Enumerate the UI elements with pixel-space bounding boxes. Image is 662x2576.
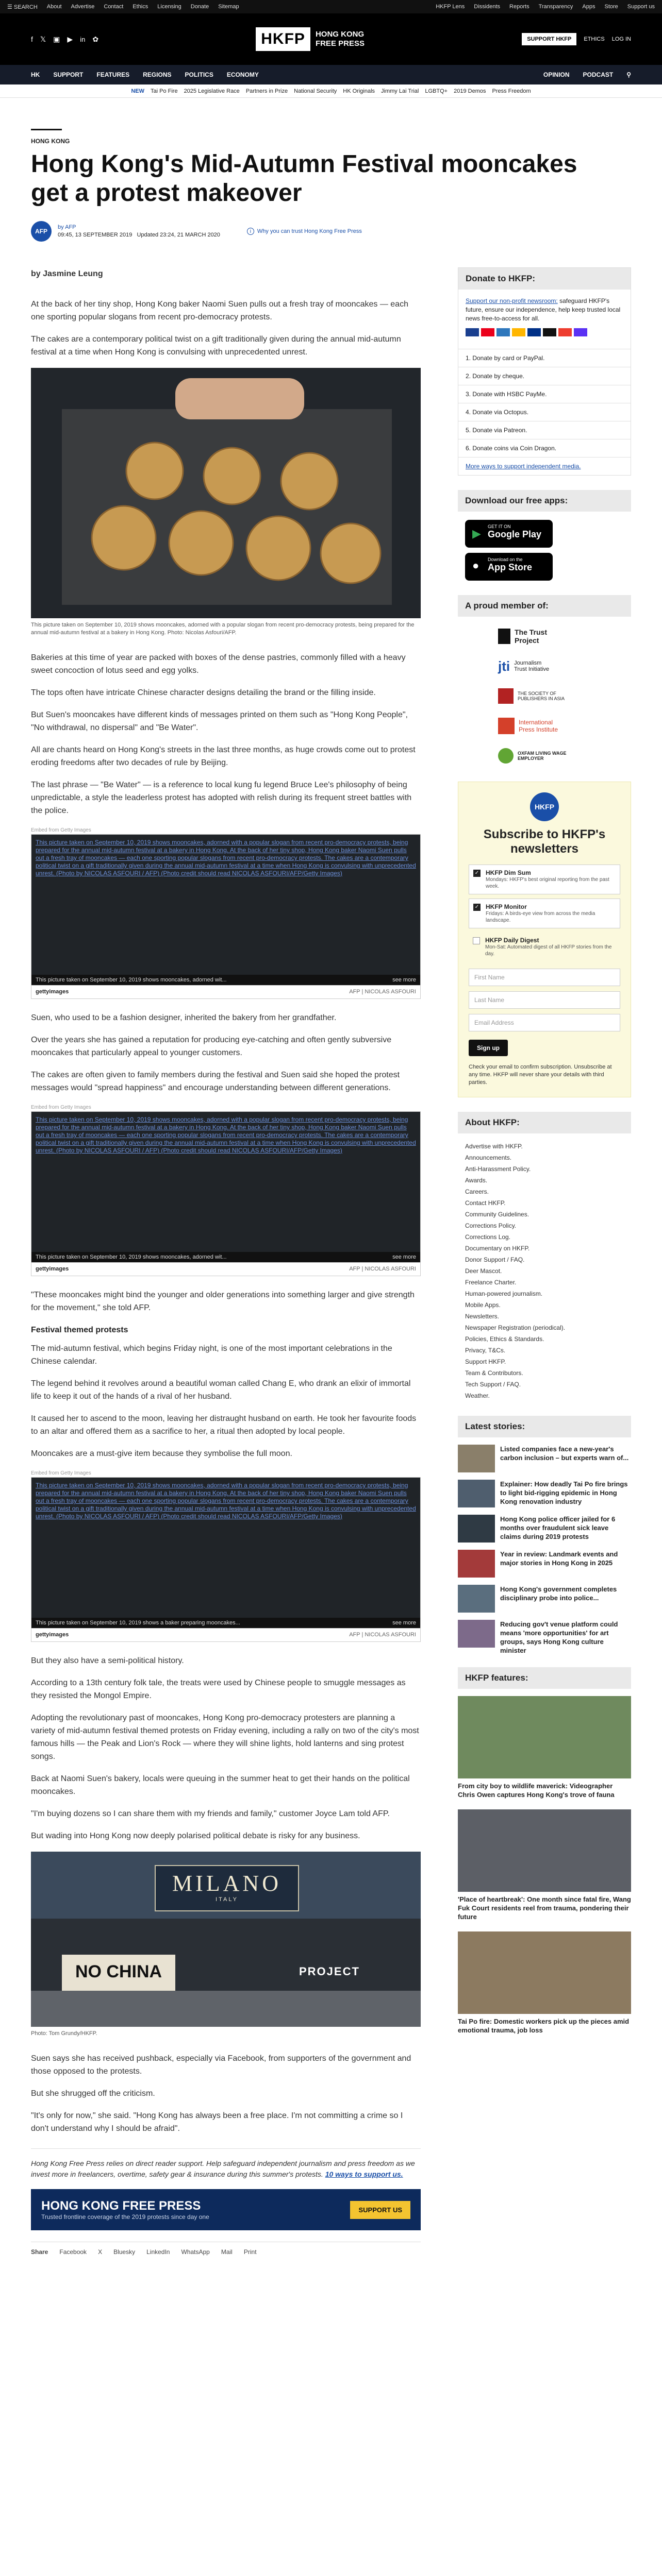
top-link-5[interactable]: Donate [190, 4, 209, 10]
newsletter-box [458, 782, 631, 1097]
sopa-icon [498, 688, 514, 704]
share-label: Share [31, 2248, 48, 2256]
nav-opinion[interactable]: OPINION [543, 71, 570, 78]
para-10: The cakes are often given to family members during the festival and Suen said she hoped the protest messages would "spread happiness" and encourage understanding between different generations. [31, 1071, 400, 1092]
member-trust-project[interactable] [498, 625, 591, 648]
para-23: But she shrugged off the criticism. [31, 2089, 155, 2098]
caption-1: This picture taken on September 10, 2019 shows mooncakes, adorned with a popular slogan from recent pro-democracy protests, being prepared for the annual mid-autumn festival at a bakery in Hong Kong. Photo: Nicolas Asfouri/AFP. [31, 622, 415, 636]
support-note-rule [31, 2148, 421, 2149]
see-more-1[interactable]: see more [392, 977, 416, 983]
card-icon [496, 328, 510, 336]
first-name-input[interactable]: First Name [469, 969, 620, 986]
getty-bar-2 [31, 1252, 420, 1262]
para-1: At the back of her tiny shop, Hong Kong baker Naomi Suen pulls out a fresh tray of mooncakes — each one sporting popular slogans from recent pro-democracy protests. [31, 300, 408, 321]
newsletter-name-1: HKFP Dim Sum [486, 869, 531, 876]
about-link-14[interactable]: Mobile Apps. [465, 1301, 501, 1309]
member-name-2: THE SOCIETY OF PUBLISHERS IN ASIA [518, 691, 565, 701]
member-ipi[interactable] [498, 715, 591, 737]
members-box [458, 595, 631, 767]
milano-sign [155, 1865, 299, 1911]
see-more-3[interactable]: see more [392, 1620, 416, 1626]
card-icon [466, 328, 479, 336]
instagram-icon[interactable]: ▣ [53, 35, 60, 43]
member-sopa[interactable] [498, 685, 591, 707]
para-9: Over the years she has gained a reputation for producing eye-catching and often gently subversive mooncakes that particularly appeal to younger customers. [31, 1036, 392, 1057]
share-whatsapp[interactable]: WhatsApp [181, 2248, 210, 2256]
nav-economy[interactable]: ECONOMY [226, 71, 259, 78]
para-12: The mid-autumn festival, which begins Friday night, is one of the most important celebrations in the Chinese calendar. [31, 1344, 392, 1366]
page-title: Hong Kong's Mid-Autumn Festival mooncakes get a protest makeover [31, 150, 577, 207]
feature-title-1: 'Place of heartbreak': One month since fatal fire, Wang Fuk Court residents reel from trauma, pondering their future [458, 1895, 631, 1921]
about-link-21[interactable]: Tech Support / FAQ. [465, 1381, 521, 1388]
card-icon [527, 328, 541, 336]
getty-foot-3 [31, 1628, 420, 1641]
article-body [31, 267, 421, 2256]
para-5: But Suen's mooncakes have different kinds of messages printed on them such as "Hong Kong People", "No withdrawal, no dispersal" and "Be Water". [31, 710, 408, 732]
title-rule [31, 129, 62, 130]
para-7: The last phrase — "Be Water" — is a reference to local kung fu legend Bruce Lee's philosophy of being unpredictable, a style the leaderless protest has adopted with relish during its frequent street battles with the police. [31, 781, 412, 815]
newsletter-title: Subscribe to HKFP's newsletters [483, 827, 606, 856]
top-link-6[interactable]: Sitemap [218, 4, 239, 10]
para-3: Bakeries at this time of year are packed with boxes of the dense pastries, commonly filled with a heavy sweet concoction of lotus seed and egg yolks. [31, 653, 406, 675]
newsletter-badge: HKFP [530, 792, 559, 821]
getty-alt-3[interactable]: This picture taken on September 10, 2019 shows mooncakes, adorned with a popular slogan from recent pro-democracy protests, being prepared for the annual mid-autumn festival at a bakery in Hong Kong. At the back of her tiny shop, Hong Kong baker Naomi Suen pulls out a fresh tray of mooncakes — each one sporting popular slogans from recent pro-democracy protests. The cakes are a contemporary political twist on a gift traditionally given during the annual mid-autumn festival at a time when Hong Kong is convulsing with unprecedented unrest. (Photo by NICOLAS ASFOURI / AFP) (Photo credit should read NICOLAS ASFOURI/AFP/Getty Images) [36, 1482, 416, 1520]
sidebar [458, 267, 631, 2045]
about-link-13[interactable]: Human-powered journalism. [465, 1290, 543, 1297]
x-icon[interactable]: 𝕏 [40, 35, 46, 43]
embed-label-2: Embed from Getty Images [31, 1105, 91, 1110]
latest-thumb [458, 1515, 495, 1543]
donate-option-3[interactable]: 3. Donate with HSBC PayMe. [458, 385, 631, 403]
about-link-18[interactable]: Privacy, T&Cs. [465, 1347, 506, 1354]
checkbox-checked[interactable]: ✓ [473, 870, 481, 877]
getty-logo-2[interactable]: gettyimages [36, 1266, 69, 1272]
latest-item-5[interactable] [458, 1620, 631, 1655]
member-jti[interactable] [498, 655, 591, 677]
donate-option-2[interactable]: 2. Donate by cheque. [458, 367, 631, 385]
about-link-15[interactable]: Newsletters. [465, 1313, 500, 1320]
jti-icon: jti [498, 658, 510, 674]
latest-title-2: Hong Kong police officer jailed for 6 months over fraudulent sick leave claims during 2019 protests [500, 1515, 616, 1540]
donate-option-4[interactable]: 4. Donate via Octopus. [458, 403, 631, 421]
trust-project-icon [498, 629, 510, 644]
about-link-11[interactable]: Deer Mascot. [465, 1267, 502, 1275]
about-link-22[interactable]: Weather. [465, 1392, 490, 1399]
latest-box [458, 1416, 631, 1655]
about-link-2[interactable]: Anti-Harassment Policy. [465, 1165, 531, 1173]
as-top: Download on the [488, 557, 523, 562]
publish-date: 09:45, 13 SEPTEMBER 2019 [58, 232, 133, 238]
getty-embed-2[interactable] [31, 1111, 421, 1276]
ipi-icon [498, 718, 515, 734]
banner-subtitle: Trusted frontline coverage of the 2019 protests since day one [41, 2213, 209, 2221]
para-18: Adopting the revolutionary past of mooncakes, Hong Kong pro-democracy protesters are planning a variety of mid-autumn festival themed protests on Friday evening, including a rally on two of the city's most famous hills — the Peak and Lion's Rock — where they will shine lights, hold lanterns and sing protest songs. [31, 1714, 419, 1761]
share-print[interactable]: Print [243, 2248, 257, 2256]
google-play-badge[interactable] [465, 520, 553, 548]
feature-image [458, 1809, 631, 1892]
login-link[interactable]: LOG IN [611, 36, 632, 42]
top-bar [0, 0, 662, 13]
search-label: SEARCH [13, 4, 38, 10]
member-name-1: Journalism Trust Initiative [514, 660, 550, 672]
getty-bar-2-text: This picture taken on September 10, 2019 shows mooncakes, adorned wit... [36, 1254, 227, 1260]
author-name[interactable]: by AFP [58, 224, 76, 230]
trust-link-label: Why you can trust Hong Kong Free Press [257, 228, 362, 234]
author-avatar[interactable]: AFP [31, 221, 52, 242]
feature-image [458, 1696, 631, 1778]
nav-regions[interactable]: REGIONS [143, 71, 172, 78]
category-label[interactable]: HONG KONG [31, 138, 70, 145]
support-banner[interactable] [31, 2189, 421, 2230]
search-link[interactable]: ☰ SEARCH [7, 4, 38, 10]
latest-title-3: Year in review: Landmark events and major stories in Hong Kong in 2025 [500, 1550, 618, 1567]
subnav-8[interactable]: Press Freedom [492, 88, 531, 94]
milano-photo[interactable] [31, 1852, 421, 2027]
donate-option-5[interactable]: 5. Donate via Patreon. [458, 421, 631, 439]
getty-alt-2[interactable]: This picture taken on September 10, 2019 shows mooncakes, adorned with a popular slogan from recent pro-democracy protests, being prepared for the annual mid-autumn festival at a bakery in Hong Kong. At the back of her tiny shop, Hong Kong baker Naomi Suen pulls out a fresh tray of mooncakes — each one sporting popular slogans from recent pro-democracy protests. The cakes are a contemporary political twist on a gift traditionally given during the annual mid-autumn festival at a time when Hong Kong is convulsing with unprecedented unrest. (Photo by NICOLAS ASFOURI / AFP) (Photo credit should read NICOLAS ASFOURI/AFP/Getty Images) [36, 1116, 416, 1154]
getty-embed-1[interactable] [31, 834, 421, 999]
para-16: But they also have a semi-political history. [31, 1656, 184, 1665]
latest-title: Latest stories: [458, 1416, 631, 1437]
nav-hk[interactable]: HK [31, 71, 40, 78]
apps-title: Download our free apps: [458, 490, 631, 512]
latest-thumb [458, 1550, 495, 1578]
newsletter-note: Check your email to confirm subscription. Unsubscribe at any time. HKFP will never share your details with third parties. [469, 1064, 612, 1086]
subnav-1[interactable]: 2025 Legislative Race [184, 88, 240, 94]
getty-embed-3[interactable] [31, 1477, 421, 1642]
payment-icons [466, 328, 623, 336]
getty-credit-1: AFP | NICOLAS ASFOURI [349, 989, 416, 995]
latest-title-1: Explainer: How deadly Tai Po fire brings to light bid-rigging epidemic in Hong Kong renovation industry [500, 1480, 628, 1505]
about-title: About HKFP: [458, 1112, 631, 1133]
para-4: The tops often have intricate Chinese character designs detailing the brand or the filling inside. [31, 688, 376, 697]
nav-features[interactable]: FEATURES [96, 71, 130, 78]
subnav-0[interactable]: Tai Po Fire [150, 88, 178, 94]
getty-foot-1 [31, 985, 420, 998]
donate-box [458, 267, 631, 476]
share-bar [31, 2242, 421, 2256]
latest-item-1[interactable] [458, 1480, 631, 1507]
latest-item-4[interactable] [458, 1585, 631, 1613]
getty-credit-2: AFP | NICOLAS ASFOURI [349, 1266, 416, 1272]
getty-bar-1-text: This picture taken on September 10, 2019 shows mooncakes, adorned wit... [36, 977, 227, 983]
nochina-sign: NO CHINA [62, 1955, 175, 1991]
share-bluesky[interactable]: Bluesky [113, 2248, 136, 2256]
support-hkfp-button[interactable]: SUPPORT HKFP [522, 33, 576, 45]
top-right-5[interactable]: Store [604, 4, 618, 10]
top-link-3[interactable]: Ethics [133, 4, 148, 10]
about-link-7[interactable]: Corrections Policy. [465, 1222, 517, 1229]
newsletter-desc-3: Mon-Sat: Automated digest of all HKFP stories from the day. [485, 944, 612, 957]
apps-box [458, 490, 631, 581]
features-title: HKFP features: [458, 1667, 631, 1689]
member-oxfam[interactable] [498, 744, 591, 767]
email-input[interactable]: Email Address [469, 1014, 620, 1031]
para-24: "It's only for now," she said. "Hong Kong has always been a free place. I'm not committing a crime so I don't understand why I should be afraid". [31, 2111, 403, 2133]
newsletter-option-2[interactable] [469, 899, 620, 928]
about-link-1[interactable]: Announcements. [465, 1154, 512, 1161]
top-right-1[interactable]: Dissidents [474, 4, 501, 10]
about-list [458, 1133, 631, 1401]
card-icon [574, 328, 587, 336]
about-link-12[interactable]: Freelance Charter. [465, 1279, 517, 1286]
newsletter-option-1[interactable] [469, 865, 620, 894]
see-more-2[interactable]: see more [392, 1254, 416, 1260]
newsletter-desc-1: Mondays: HKFP's best original reporting from the past week. [486, 877, 609, 889]
mooncake-illustration [31, 368, 421, 618]
new-badge: NEW [131, 88, 144, 94]
getty-credit-3: AFP | NICOLAS ASFOURI [349, 1632, 416, 1638]
banner-title: HONG KONG FREE PRESS [41, 2199, 201, 2213]
youtube-icon[interactable]: ▶ [67, 35, 73, 43]
subnav-5[interactable]: Jimmy Lai Trial [381, 88, 419, 94]
about-link-5[interactable]: Contact HKFP. [465, 1199, 506, 1207]
ethics-link[interactable]: ETHICS [584, 36, 605, 42]
support-note [31, 2158, 421, 2180]
donate-more-link[interactable]: More ways to support independent media. [458, 457, 631, 475]
para-11: "These mooncakes might bind the younger and older generations into something larger and give strength for the movement," she told AFP. [31, 1291, 415, 1312]
para-13: The legend behind it revolves around a beautiful woman called Chang E, who drank an elixir of immortal life to keep it out of the hands of a rival of her husband. [31, 1379, 411, 1401]
street [31, 1991, 421, 2027]
newsletter-name-3: HKFP Daily Digest [485, 937, 539, 944]
about-link-10[interactable]: Donor Support / FAQ. [465, 1256, 525, 1263]
member-name-3: International Press Institute [519, 719, 558, 733]
card-icon [558, 328, 572, 336]
latest-title-0: Listed companies face a new-year's carbon inclusion – but experts warn of... [500, 1445, 629, 1462]
banner-support-button[interactable]: SUPPORT US [350, 2201, 410, 2219]
para-17: According to a 13th century folk tale, the treats were used by Chinese people to smuggle messages as they resisted the Mongol Empire. [31, 1679, 406, 1700]
card-icon [512, 328, 525, 336]
getty-bar-3-text: This picture taken on September 10, 2019 shows a baker preparing mooncakes... [36, 1620, 240, 1626]
as-name: App Store [488, 562, 533, 572]
top-link-1[interactable]: Advertise [71, 4, 95, 10]
subnav-6[interactable]: LGBTQ+ [425, 88, 448, 94]
embed-label-1: Embed from Getty Images [31, 827, 91, 833]
getty-alt-1[interactable]: This picture taken on September 10, 2019 shows mooncakes, adorned with a popular slogan from recent pro-democracy protests, being prepared for the annual mid-autumn festival at a bakery in Hong Kong. At the back of her tiny shop, Hong Kong baker Naomi Suen pulls out a fresh tray of mooncakes — each one sporting popular slogans from recent pro-democracy protests. The cakes are a contemporary political twist on a gift traditionally given during the annual mid-autumn festival at a time when Hong Kong is convulsing with unprecedented unrest. (Photo by NICOLAS ASFOURI / AFP) (Photo credit should read NICOLAS ASFOURI/AFP/Getty Images) [36, 839, 416, 877]
feature-item-0[interactable] [458, 1696, 631, 1799]
top-right-2[interactable]: Reports [509, 4, 529, 10]
nav-podcast[interactable]: PODCAST [583, 71, 614, 78]
top-link-0[interactable]: About [46, 4, 62, 10]
updated-date: Updated 23:24, 21 MARCH 2020 [137, 232, 220, 238]
subnav-3[interactable]: National Security [294, 88, 337, 94]
donate-option-6[interactable]: 6. Donate coins via Coin Dragon. [458, 439, 631, 457]
about-link-9[interactable]: Documentary on HKFP. [465, 1245, 530, 1252]
latest-thumb [458, 1620, 495, 1648]
latest-title-4: Hong Kong's government completes disciplinary probe into police... [500, 1585, 617, 1602]
subnav-7[interactable]: 2019 Demos [454, 88, 486, 94]
latest-item-3[interactable] [458, 1550, 631, 1578]
latest-thumb [458, 1480, 495, 1507]
share-x[interactable]: X [98, 2248, 103, 2256]
top-right-4[interactable]: Apps [582, 4, 595, 10]
feature-item-2[interactable] [458, 1931, 631, 2035]
logo-line-2: FREE PRESS [315, 39, 365, 48]
nav-support[interactable]: SUPPORT [53, 71, 84, 78]
gp-name: Google Play [488, 529, 542, 539]
facebook-icon[interactable]: f [31, 35, 33, 43]
sub-nav [0, 84, 662, 98]
article-meta [31, 221, 631, 242]
member-name-0: The Trust Project [515, 628, 548, 645]
top-right-0[interactable]: HKFP Lens [436, 4, 465, 10]
oxfam-icon [498, 748, 514, 764]
about-box [458, 1112, 631, 1401]
latest-thumb [458, 1585, 495, 1613]
about-link-0[interactable]: Advertise with HKFP. [465, 1143, 523, 1150]
feature-title-2: Tai Po fire: Domestic workers pick up the pieces amid emotional trauma, job loss [458, 2018, 630, 2034]
about-link-4[interactable]: Careers. [465, 1188, 489, 1195]
about-link-20[interactable]: Team & Contributors. [465, 1369, 523, 1377]
italy-text: ITALY [216, 1896, 238, 1903]
gp-top: GET IT ON [488, 524, 511, 529]
card-icon [543, 328, 556, 336]
getty-bar-3 [31, 1618, 420, 1628]
about-link-8[interactable]: Corrections Log. [465, 1233, 511, 1241]
about-link-3[interactable]: Awards. [465, 1177, 488, 1184]
linkedin-icon[interactable]: in [80, 35, 86, 43]
info-icon: i [247, 228, 254, 235]
subnav-4[interactable]: HK Originals [343, 88, 375, 94]
para-19: Back at Naomi Suen's bakery, locals were queuing in the summer heat to get their hands on the political mooncakes. [31, 1774, 410, 1796]
feature-image [458, 1931, 631, 2014]
share-mail[interactable]: Mail [221, 2248, 233, 2256]
top-link-4[interactable]: Licensing [157, 4, 181, 10]
bluesky-icon[interactable]: ✿ [92, 35, 99, 43]
para-14: It caused her to ascend to the moon, leaving her distraught husband on earth. He took her favourite foods to an altar and offered them as a sacrifice to her, a ritual then adopted by local people. [31, 1414, 417, 1436]
member-name-4: OXFAM LIVING WAGE EMPLOYER [518, 751, 567, 761]
getty-bar-1 [31, 975, 420, 985]
content [31, 267, 631, 2576]
share-linkedin[interactable]: LinkedIn [146, 2248, 170, 2256]
latest-item-0[interactable] [458, 1445, 631, 1472]
getty-foot-2 [31, 1262, 420, 1276]
logo-mark: HKFP [256, 27, 310, 51]
subnav-2[interactable]: Partners in Prize [245, 88, 288, 94]
features-box [458, 1667, 631, 2035]
getty-logo-3[interactable]: gettyimages [36, 1632, 69, 1638]
caption-4: Photo: Tom Grundy/HKFP. [31, 2030, 97, 2037]
newsletter-option-3[interactable] [469, 933, 620, 961]
byline: by Jasmine Leung [31, 269, 103, 278]
feature-item-1[interactable] [458, 1809, 631, 1921]
latest-title-5: Reducing gov't venue platform could means 'more opportunities' for art groups, says Hong Kong culture minister [500, 1620, 618, 1654]
share-facebook[interactable]: Facebook [59, 2248, 87, 2256]
top-right-6[interactable]: Support us [627, 4, 655, 10]
last-name-input[interactable]: Last Name [469, 991, 620, 1009]
para-22: Suen says she has received pushback, especially via Facebook, from supporters of the government and those opposed to the protests. [31, 2054, 411, 2076]
checkbox-checked[interactable]: ✓ [473, 904, 481, 911]
donate-option-1[interactable]: 1. Donate by card or PayPal. [458, 349, 631, 367]
site-logo[interactable] [256, 27, 365, 51]
about-link-19[interactable]: Support HKFP. [465, 1358, 506, 1365]
top-link-2[interactable]: Contact [104, 4, 124, 10]
masthead [0, 13, 662, 65]
about-link-6[interactable]: Community Guidelines. [465, 1211, 529, 1218]
latest-item-2[interactable] [458, 1515, 631, 1543]
figure-milano [31, 1852, 421, 2038]
nav-search-icon[interactable]: ⚲ [626, 71, 631, 78]
main-nav [0, 65, 662, 84]
logo-line-1: HONG KONG [315, 30, 365, 39]
embed-label-3: Embed from Getty Images [31, 1470, 91, 1476]
feature-title-0: From city boy to wildlife maverick: Videographer Chris Owen captures Hong Kong's trove of fauna [458, 1782, 615, 1799]
checkbox-unchecked[interactable] [473, 937, 480, 944]
support-note-text: Hong Kong Free Press relies on direct reader support. Help safeguard independent journalism and press freedom as we invest more in freelancers, overtime, safety gear & insurance during this summer's protests. [31, 2159, 415, 2178]
nav-politics[interactable]: POLITICS [185, 71, 213, 78]
project-sign: PROJECT [299, 1965, 360, 1978]
getty-logo-1[interactable]: gettyimages [36, 989, 69, 995]
newsletter-desc-2: Fridays: A birds-eye view from across the media landscape. [486, 911, 595, 923]
support-note-link[interactable]: 10 ways to support us. [325, 2170, 403, 2178]
mooncake-photo[interactable] [31, 368, 421, 618]
about-link-16[interactable]: Newspaper Registration (periodical). [465, 1324, 566, 1331]
trust-link[interactable] [247, 228, 362, 235]
newsletter-name-2: HKFP Monitor [486, 903, 527, 910]
para-2: The cakes are a contemporary political twist on a gift traditionally given during the annual mid-autumn festival at a time when Hong Kong is convulsing with unprecedented unrest. [31, 335, 401, 357]
donate-title: Donate to HKFP: [458, 268, 631, 290]
para-21: But wading into Hong Kong now deeply polarised political debate is risky for any business. [31, 1832, 360, 1840]
top-right-3[interactable]: Transparency [538, 4, 573, 10]
signup-button[interactable]: Sign up [469, 1040, 508, 1056]
donate-text: safeguard HKFP's future, ensure our independence, help keep trusted local news free-to-access for all. [466, 297, 621, 322]
para-20: "I'm buying dozens so I can share them with my friends and family," customer Joyce Lam told AFP. [31, 1809, 390, 1818]
section-heading-festival: Festival themed protests [31, 1326, 128, 1334]
latest-thumb [458, 1445, 495, 1472]
para-8: Suen, who used to be a fashion designer, inherited the bakery from her grandfather. [31, 1013, 337, 1022]
figure-mooncakes [31, 368, 421, 637]
google-play-icon: ▶ [472, 527, 481, 540]
card-icon [481, 328, 494, 336]
about-link-17[interactable]: Policies, Ethics & Standards. [465, 1335, 544, 1343]
donate-link[interactable]: Support our non-profit newsroom: [466, 297, 558, 304]
apple-icon: ● [472, 559, 479, 572]
para-6: All are chants heard on Hong Kong's streets in the last three months, as huge crowds come out to protest eroding freedoms after two decades of rule by Beijing. [31, 745, 416, 767]
para-15: Mooncakes are a must-give item because they symbolise the full moon. [31, 1449, 292, 1458]
milano-sign-text: MILANO [172, 1871, 282, 1896]
app-store-badge[interactable] [465, 553, 553, 581]
members-title: A proud member of: [458, 595, 631, 617]
